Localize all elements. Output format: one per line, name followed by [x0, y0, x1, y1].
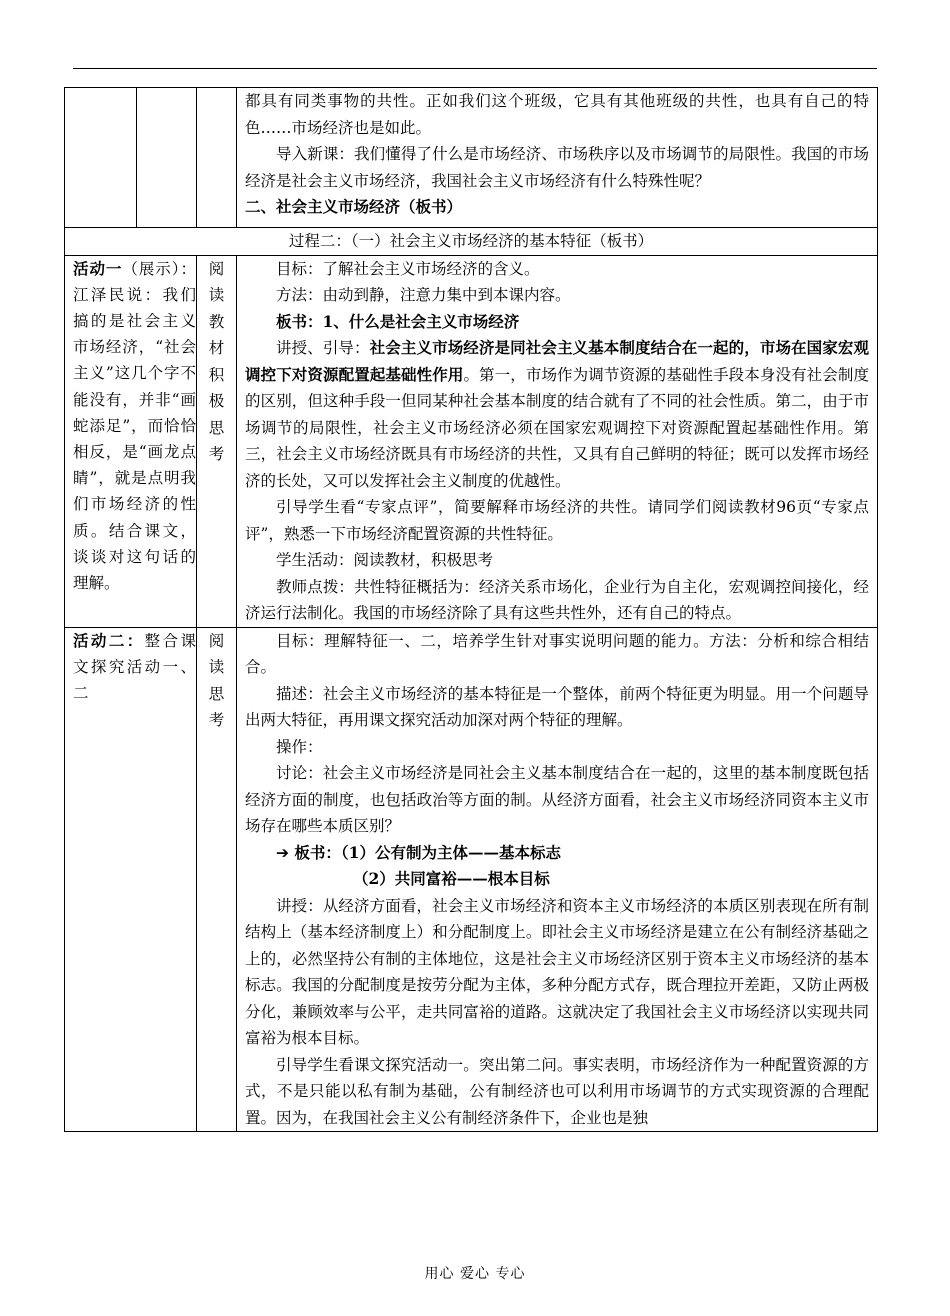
- board-text: 板书：1、什么是社会主义市场经济: [276, 311, 520, 331]
- activity-title: 活动一: [73, 258, 123, 278]
- empty-cell: [65, 88, 137, 228]
- paragraph: 引导学生看“专家点评”，简要解释市场经济的共性。请同学们阅读教材96页“专家点评”，熟悉一下市场经济配置资源的共性特征。: [245, 498, 869, 543]
- board-line: 板书：（1）公有制为主体——基本标志: [294, 842, 561, 862]
- table-row: [65, 88, 878, 228]
- paragraph: 描述：社会主义市场经济的基本特征是一个整体，前两个特征更为明显。用一个问题导出两大特征，再用课文探究活动加深对两个特征的理解。: [245, 684, 869, 729]
- activity-one-text: [73, 256, 196, 597]
- method-char: 思: [208, 684, 225, 703]
- method-char: 材: [208, 339, 225, 357]
- paragraph: 讲授：从经济方面看，社会主义市场经济和资本主义市场经济的本质区别表现在所有制结构上（基本经济制度上）和分配制度上。即社会主义市场经济是建立在公有制经济基础之上的，必然坚持公有制的主体地位，这是社会主义市场经济区别于资本主义市场经济的基本标志。我国的分配制度是按劳分配为主体，多种分配方式存，既合理拉开差距，又防止两极分化，兼顾效率与公平，走共同富裕的道路。这就决定了我国社会主义市场经济以实现共同富裕为根本目标。: [245, 896, 869, 1047]
- paragraph: 方法：由动到静，注意力集中到本课内容。: [276, 286, 571, 304]
- activity-desc: （展示）：江泽民说：我们搞的是社会主义市场经济，“社会主义”这几个字不能没有，并非“画蛇添足”，而恰恰相反，是“画龙点睛”，就是点明我们市场经济的性质。结合课文，谈谈对这句话的理解。: [73, 259, 196, 592]
- activity-cell: [65, 255, 197, 627]
- method-char: 考: [208, 711, 225, 729]
- paragraph: 讨论：社会主义市场经济是同社会主义基本制度结合在一起的，这里的基本制度既包括经济方面的制度，也包括政治等方面的制。从经济方面看，社会主义市场经济同资本主义市场存在哪些本质区别？: [245, 764, 869, 835]
- paragraph: 都具有同类事物的共性。正如我们这个班级，它具有其他班级的共性，也具有自己的特色……市场经济也是如此。: [245, 92, 869, 137]
- method-char: 积: [208, 365, 225, 384]
- page-footer: 用心 爱心 专心: [424, 1266, 526, 1282]
- paragraph: 学生活动：阅读教材，积极思考: [276, 551, 494, 569]
- method-char: 极: [208, 392, 225, 410]
- table-row: [65, 255, 878, 627]
- lecture-rest: 。第一，市场作为调节资源的基础性手段本身没有社会制度的区别，但这种手段一但同某种社会基本制度的结合就有了不同的社会性质。第二，由于市场调节的局限性，社会主义市场经济必须在国家宏观调控下对资源配置起基础性作用。第三，社会主义市场经济既具有市场经济的共性，又具有自己鲜明的特征；既可以发挥市场经济的长处，又可以发挥社会主义制度的优越性。: [245, 365, 869, 490]
- method-cell: [197, 255, 237, 627]
- table-row: [65, 228, 878, 256]
- method-char: 读: [208, 658, 225, 676]
- method-char: 读: [208, 286, 225, 304]
- paragraph: 目标：了解社会主义市场经济的含义。: [276, 259, 540, 278]
- paragraph: [245, 335, 869, 494]
- board-text: [245, 840, 869, 867]
- method-char: 考: [208, 445, 225, 463]
- board-text: （2）共同富裕——根本目标: [353, 869, 550, 888]
- lesson-table: [64, 87, 878, 1132]
- method-label: [209, 256, 225, 468]
- activity-title: 活动二：: [73, 630, 145, 650]
- method-char: 教: [208, 312, 225, 331]
- section-heading: 二、社会主义市场经济（板书）: [245, 197, 463, 216]
- method-label: [209, 628, 225, 734]
- method-char: 阅: [208, 631, 225, 650]
- paragraph: 目标：理解特征一、二，培养学生针对事实说明问题的能力。方法：分析和综合相结合。: [245, 631, 869, 676]
- method-cell: [197, 627, 237, 1132]
- arrow-icon: ➔: [276, 843, 289, 862]
- content-cell: [237, 255, 878, 627]
- table-row: [65, 627, 878, 1132]
- lecture-prefix: 讲授、引导：: [276, 339, 370, 357]
- content-cell: [237, 88, 878, 228]
- header-rule: [73, 68, 877, 69]
- empty-cell: [137, 88, 197, 228]
- paragraph: 引导学生看课文探究活动一。突出第二问。事实表明，市场经济作为一种配置资源的方式，不是只能以私有制为基础，公有制经济也可以利用市场调节的方式实现资源的合理配置。因为，在我国社会主义公有制经济条件下，企业也是独: [245, 1055, 869, 1127]
- paragraph: 教师点拨：共性特征概括为：经济关系市场化，企业行为自主化，宏观调控间接化，经济运行法制化。我国的市场经济除了具有这些共性外，还有自己的特点。: [245, 577, 869, 622]
- lecture-bold: 社会主义市场经济是同社会主义基本制度结合在一起的，市场在国家宏观调控下对资源配置起基础性作用: [245, 338, 869, 384]
- activity-desc: 整合课文探究活动一、二: [73, 631, 196, 702]
- content-cell: [237, 627, 878, 1132]
- empty-cell: [197, 88, 237, 228]
- paragraph: 导入新课：我们懂得了什么是市场经济、市场秩序以及市场调节的局限性。我国的市场经济是社会主义市场经济，我国社会主义市场经济有什么特殊性呢？: [245, 145, 869, 190]
- activity-cell: [65, 627, 197, 1132]
- activity-two-text: [73, 628, 196, 707]
- process-heading: 过程二：（一）社会主义市场经济的基本特征（板书）: [65, 228, 878, 256]
- paragraph: 操作：: [276, 737, 323, 756]
- method-char: 思: [208, 418, 225, 437]
- method-char: 阅: [208, 259, 225, 278]
